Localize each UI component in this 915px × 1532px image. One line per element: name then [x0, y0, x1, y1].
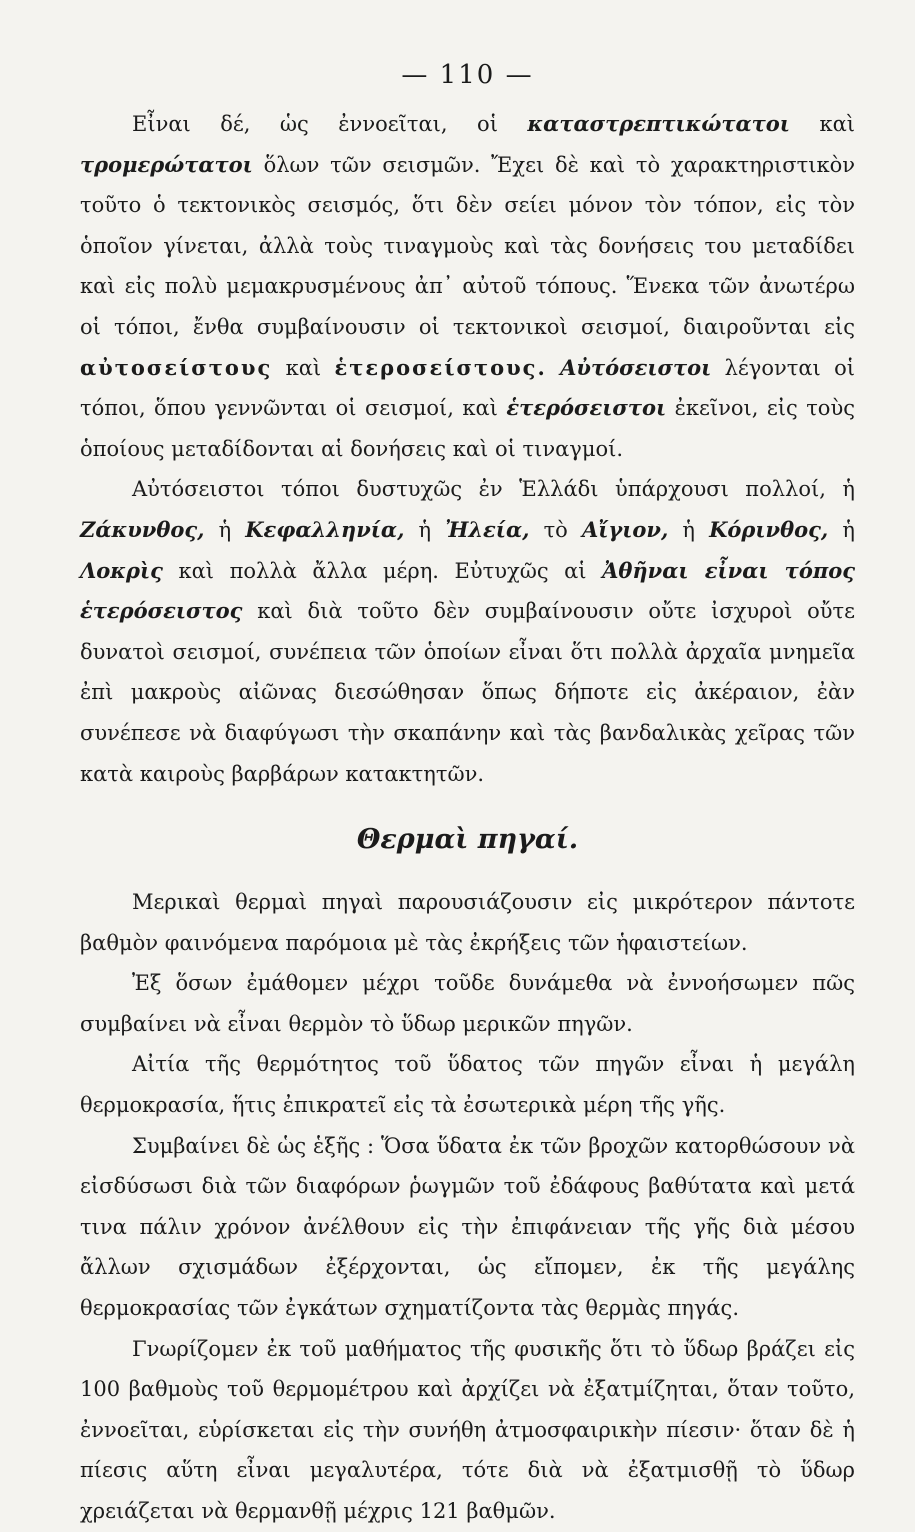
text-run: ἡ — [682, 517, 696, 542]
text-run: καὶ διὰ τοῦτο δὲν συμβαίνουσιν οὔτε ἰσχυροὶ οὔτε δυνατοὶ σεισμοί, συνέπεια τῶν ὁποίων εἶναι ὅτι πολλὰ ἀρχαῖα μνημεῖα ἐπὶ μακροὺς αἰῶνας διεσώθησαν ὅπως δήποτε εἰς ἀκέραιον, ἐὰν συνέπεσε νὰ διαφύγωσι τὴν σκαπάνην καὶ τὰς βανδαλικὰς χεῖρας τῶν κατὰ καιροὺς βαρβάρων κατακτητῶν. — [80, 599, 855, 786]
emphasis-term: καταστρεπτικώτατοι — [527, 111, 790, 136]
paragraph: Αἰτία τῆς θερμότητος τοῦ ὕδατος τῶν πηγῶν εἶναι ἡ μεγάλη θερμοκρασία, ἥτις ἐπικρατεῖ εἰς τὰ ἐσωτερικὰ μέρη τῆς γῆς. — [80, 1052, 855, 1118]
place-name: Ἠλεία, — [445, 516, 530, 542]
place-name: Κεφαλληνία, — [245, 516, 405, 542]
paragraph-seismic-types — [80, 104, 855, 469]
place-name: Λοκρὶς — [80, 557, 163, 583]
paragraph: Συμβαίνει δὲ ὡς ἑξῆς : Ὅσα ὕδατα ἐκ τῶν βροχῶν κατορθώσουν νὰ εἰσδύσωσι διὰ τῶν διαφόρων ῥωγμῶν τοῦ ἐδάφους βαθύτατα καὶ μετά τινα πάλιν χρόνον ἀνέλθουν εἰς τὴν ἐπιφάνειαν τῆς γῆς διὰ μέσου ἄλλων σχισμάδων ἐξέρχονται, ὡς εἴπομεν, ἐκ τῆς μεγάλης θερμοκρασίας τῶν ἐγκάτων σχηματίζοντα τὰς θερμὰς πηγάς. — [80, 1133, 855, 1321]
text-run: Αὐτόσειστοι τόποι δυστυχῶς ἐν Ἑλλάδι ὑπάρχουσι πολλοί, ἡ — [132, 477, 855, 502]
emphasis-term: Αὐτόσειστοι — [560, 354, 712, 380]
spaced-term: αὐτοσείστους — [80, 354, 273, 380]
place-name: Αἴγιον, — [581, 516, 669, 542]
text-run: ἡ — [842, 517, 855, 542]
emphasis-term: ἑτερόσειστοι — [506, 395, 667, 421]
body-text — [80, 104, 855, 1532]
text-run: ἐκεῖνοι, εἰς τοὺς ὁποίους μεταδίδονται αἱ δονήσεις καὶ οἱ τιναγμοί. — [80, 396, 855, 461]
text-run: ὅλων τῶν σεισμῶν. Ἔχει δὲ καὶ τὸ χαρακτηριστικὸν τοῦτο ὁ τεκτονικὸς σεισμός, ὅτι δὲν σείει μόνον τὸν τόπον, εἰς τὸν ὁποῖον γίνεται, ἀλλὰ τοὺς τιναγμοὺς καὶ τὰς δονήσεις του μεταδίδει καὶ εἰς πολὺ μεμακρυσμένους ἀπ᾽ αὐτοῦ τόπους. Ἕνεκα τῶν ἀνωτέρω οἱ τόποι, ἔνθα συμβαίνουσιν οἱ τεκτονικοὶ σεισμοί, διαιροῦνται εἰς — [80, 152, 855, 339]
text-run: καὶ — [285, 355, 322, 380]
text-run: καὶ πολλὰ ἄλλα μέρη. Εὐτυχῶς αἱ — [178, 558, 587, 583]
paragraph: Ἐξ ὅσων ἐμάθομεν μέχρι τοῦδε δυνάμεθα νὰ ἐννοήσωμεν πῶς συμβαίνει νὰ εἶναι θερμὸν τὸ ὕδωρ μερικῶν πηγῶν. — [80, 971, 855, 1036]
paragraph-greek-places — [80, 469, 855, 794]
place-name: Ζάκυνθος, — [80, 516, 205, 542]
emphasis-term: τρομερώτατοι — [80, 151, 253, 177]
page-number: — 110 — — [401, 60, 534, 90]
spaced-term: ἑτεροσείστους. — [334, 354, 547, 380]
paragraph: Γνωρίζομεν ἐκ τοῦ μαθήματος τῆς φυσικῆς ὅτι τὸ ὕδωρ βράζει εἰς 100 βαθμοὺς τοῦ θερμομέτρου καὶ ἀρχίζει νὰ ἐξατμίζηται, ὅταν τοῦτο, ἐννοεῖται, εὑρίσκεται εἰς τὴν συνήθη ἀτμοσφαιρικὴν πίεσιν· ὅταν δὲ ἡ πίεσις αὕτη εἶναι μεγαλυτέρα, τότε διὰ νὰ ἐξατμισθῇ τὸ ὕδωρ χρειάζεται νὰ θερμανθῇ μέχρις 121 βαθμῶν. — [80, 1336, 855, 1523]
text-run: καὶ — [819, 112, 855, 136]
emphasis-term: Ἀθῆναι εἶναι τόπος ἑτερόσειστος — [80, 557, 855, 624]
text-run: Εἶναι δέ, ὡς ἐννοεῖται, οἱ — [132, 112, 498, 136]
text-run: ἡ — [418, 517, 432, 542]
text-run: λέγονται οἱ τόποι, ὅπου γεννῶνται οἱ σεισμοί, καὶ — [80, 355, 855, 421]
text-run: τὸ — [543, 517, 568, 542]
paragraph: Μερικαὶ θερμαὶ πηγαὶ παρουσιάζουσιν εἰς μικρότερον πάντοτε βαθμὸν φαινόμενα παρόμοια μὲ τὰς ἐκρήξεις τῶν ἡφαιστείων. — [80, 890, 855, 955]
place-name: Κόρινθος, — [709, 516, 829, 542]
section-heading: Θερμαὶ πηγαί. — [356, 824, 579, 856]
text-run: ἡ — [218, 517, 232, 542]
